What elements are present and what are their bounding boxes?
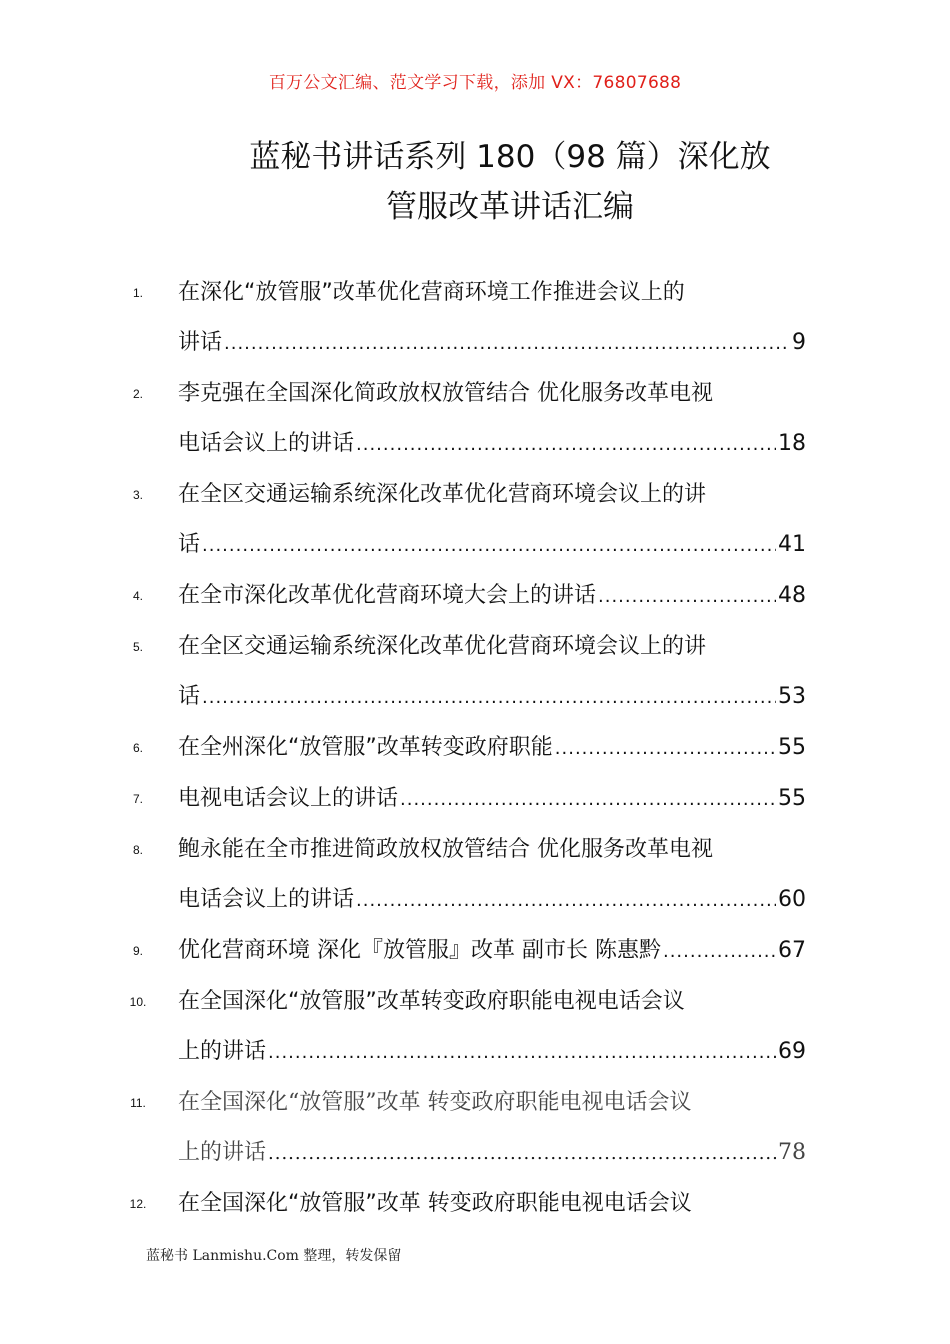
toc-entry-12[interactable] bbox=[0, 1179, 806, 1229]
toc-title-tail: 电话会议上的讲话 bbox=[178, 431, 355, 456]
toc-tail-line bbox=[178, 1128, 806, 1179]
toc-leader-dots bbox=[356, 420, 776, 470]
toc-title-line: 在全国深化“放管服”改革 转变政府职能电视电话会议 bbox=[178, 1090, 692, 1115]
toc-title-line: 在全区交通运输系统深化改革优化营商环境会议上的讲 bbox=[178, 482, 707, 507]
toc-leader-dots bbox=[202, 673, 776, 723]
toc-page-number: 53 bbox=[778, 684, 806, 709]
toc-title-line: 李克强在全国深化简政放权放管结合 优化服务改革电视 bbox=[178, 381, 713, 406]
toc-entry-1[interactable] bbox=[0, 268, 806, 369]
toc-number: 3. bbox=[132, 488, 143, 502]
toc-page-number: 69 bbox=[778, 1039, 806, 1064]
toc-title-tail: 优化营商环境 深化『放管服』改革 副市长 陈惠黔 bbox=[178, 938, 661, 963]
toc-title-tail: 在全市深化改革优化营商环境大会上的讲话 bbox=[178, 583, 597, 608]
toc-leader-dots bbox=[224, 319, 790, 369]
toc-page-number: 55 bbox=[778, 786, 806, 811]
toc-entry-10[interactable] bbox=[0, 977, 806, 1078]
toc-title-tail: 在全州深化“放管服”改革转变政府职能 bbox=[178, 735, 553, 760]
toc-entry-5[interactable] bbox=[0, 622, 806, 723]
toc-title-tail: 讲话 bbox=[178, 330, 223, 355]
toc-page-number: 60 bbox=[778, 887, 806, 912]
toc-page-number: 55 bbox=[778, 735, 806, 760]
toc-title-line: 在全国深化“放管服”改革转变政府职能电视电话会议 bbox=[178, 989, 685, 1014]
toc-entry-4[interactable] bbox=[0, 571, 806, 622]
toc-tail-line bbox=[178, 774, 806, 825]
toc-number: 1. bbox=[132, 286, 143, 300]
toc-leader-dots bbox=[555, 724, 776, 774]
toc-title-tail: 话 bbox=[178, 684, 201, 709]
toc-entry-3[interactable] bbox=[0, 470, 806, 571]
toc-tail-line bbox=[178, 520, 806, 571]
title-line-2: 管服改革讲话汇编 bbox=[386, 189, 634, 225]
toc-title-tail: 上的讲话 bbox=[178, 1140, 267, 1165]
toc-tail-line bbox=[178, 672, 806, 723]
toc-title-tail: 电话会议上的讲话 bbox=[178, 887, 355, 912]
toc-title-line: 在深化“放管服”改革优化营商环境工作推进会议上的 bbox=[178, 280, 685, 305]
toc-number: 10. bbox=[129, 995, 147, 1009]
toc-title-line: 鲍永能在全市推进简政放权放管结合 优化服务改革电视 bbox=[178, 837, 713, 862]
toc-tail-line bbox=[178, 571, 806, 622]
toc-entry-7[interactable] bbox=[0, 774, 806, 825]
toc-number: 6. bbox=[132, 741, 143, 755]
toc-title-tail: 上的讲话 bbox=[178, 1039, 267, 1064]
toc-tail-line bbox=[178, 318, 806, 369]
toc-leader-dots bbox=[268, 1129, 776, 1179]
toc-leader-dots bbox=[400, 775, 776, 825]
toc-page-number: 41 bbox=[778, 532, 806, 557]
toc-number: 5. bbox=[132, 640, 143, 654]
toc-leader-dots bbox=[356, 876, 776, 926]
toc-title-tail: 话 bbox=[178, 532, 201, 557]
document-title bbox=[200, 132, 820, 232]
toc-leader-dots bbox=[268, 1028, 776, 1078]
table-of-contents bbox=[0, 268, 950, 1229]
toc-page-number: 67 bbox=[778, 938, 806, 963]
toc-entry-6[interactable] bbox=[0, 723, 806, 774]
toc-page-number: 78 bbox=[778, 1140, 806, 1165]
toc-tail-line bbox=[178, 723, 806, 774]
toc-tail-line bbox=[178, 875, 806, 926]
toc-page-number: 48 bbox=[778, 583, 806, 608]
toc-number: 9. bbox=[132, 944, 143, 958]
toc-title-tail: 电视电话会议上的讲话 bbox=[178, 786, 399, 811]
header-contact-note: 百万公文汇编、范文学习下载，添加 VX：76807688 bbox=[268, 73, 682, 93]
toc-number: 2. bbox=[132, 387, 143, 401]
toc-leader-dots bbox=[202, 521, 776, 571]
toc-title-line: 在全国深化“放管服”改革 转变政府职能电视电话会议 bbox=[178, 1191, 692, 1216]
toc-number: 7. bbox=[132, 792, 143, 806]
toc-tail-line bbox=[178, 419, 806, 470]
toc-number: 11. bbox=[130, 1096, 146, 1110]
toc-number: 8. bbox=[132, 843, 143, 857]
toc-title-line: 在全区交通运输系统深化改革优化营商环境会议上的讲 bbox=[178, 634, 707, 659]
toc-entry-8[interactable] bbox=[0, 825, 806, 926]
toc-number: 4. bbox=[132, 589, 143, 603]
toc-leader-dots bbox=[598, 572, 776, 622]
toc-number: 12. bbox=[129, 1197, 147, 1211]
footer-source-note: 蓝秘书 Lanmishu.Com 整理，转发保留 bbox=[146, 1248, 402, 1264]
toc-page-number: 9 bbox=[792, 330, 806, 355]
toc-tail-line bbox=[178, 1027, 806, 1078]
toc-entry-11[interactable] bbox=[0, 1078, 806, 1179]
toc-leader-dots bbox=[663, 927, 776, 977]
toc-entry-9[interactable] bbox=[0, 926, 806, 977]
toc-entry-2[interactable] bbox=[0, 369, 806, 470]
title-line-1: 蓝秘书讲话系列 180（98 篇）深化放 bbox=[249, 139, 771, 175]
toc-tail-line bbox=[178, 926, 806, 977]
toc-page-number: 18 bbox=[778, 431, 806, 456]
